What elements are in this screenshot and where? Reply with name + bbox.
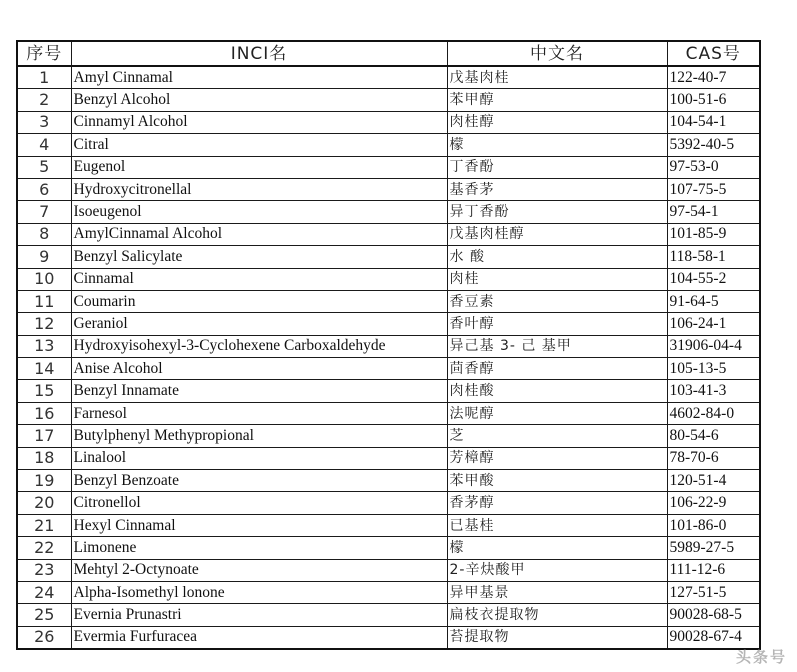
table-row — [17, 335, 760, 357]
cell-cas-number: 101-85-9 — [667, 223, 760, 245]
cell-cas-number: 111-12-6 — [667, 559, 760, 581]
cell-chinese-name: 2-辛炔酸甲 — [447, 559, 667, 581]
cell-chinese-name: 丁香酚 — [447, 156, 667, 178]
cell-serial-number: 2 — [17, 89, 71, 111]
cell-inci-name: Mehtyl 2-Octynoate — [71, 559, 447, 581]
table-row — [17, 402, 760, 424]
cell-chinese-name: 异己基 3- 己 基甲 — [447, 335, 667, 357]
cell-cas-number: 106-22-9 — [667, 492, 760, 514]
cell-chinese-name: 水 酸 — [447, 246, 667, 268]
cell-chinese-name: 已基桂 — [447, 514, 667, 536]
cell-inci-name: Geraniol — [71, 313, 447, 335]
table-body — [17, 66, 760, 649]
ingredient-table-container — [16, 40, 761, 650]
cell-chinese-name: 檬 — [447, 537, 667, 559]
cell-chinese-name: 苯甲醇 — [447, 89, 667, 111]
table-row — [17, 492, 760, 514]
cell-serial-number: 3 — [17, 111, 71, 133]
cell-serial-number: 25 — [17, 604, 71, 626]
table-row — [17, 358, 760, 380]
cell-chinese-name: 茴香醇 — [447, 358, 667, 380]
cell-serial-number: 8 — [17, 223, 71, 245]
cell-serial-number: 24 — [17, 581, 71, 603]
cell-inci-name: Citronellol — [71, 492, 447, 514]
cell-chinese-name: 扁枝衣提取物 — [447, 604, 667, 626]
cell-inci-name: Benzyl Benzoate — [71, 470, 447, 492]
cell-chinese-name: 檬 — [447, 134, 667, 156]
table-row — [17, 66, 760, 89]
cell-cas-number: 106-24-1 — [667, 313, 760, 335]
cell-chinese-name: 基香茅 — [447, 178, 667, 200]
cell-inci-name: Amyl Cinnamal — [71, 66, 447, 89]
cell-inci-name: Citral — [71, 134, 447, 156]
cell-cas-number: 80-54-6 — [667, 425, 760, 447]
cell-inci-name: Hexyl Cinnamal — [71, 514, 447, 536]
cell-chinese-name: 芝 — [447, 425, 667, 447]
cell-chinese-name: 香茅醇 — [447, 492, 667, 514]
cell-chinese-name: 香豆素 — [447, 290, 667, 312]
header-serial-number: 序号 — [17, 41, 71, 66]
cell-serial-number: 12 — [17, 313, 71, 335]
cell-chinese-name: 法呢醇 — [447, 402, 667, 424]
cell-inci-name: Evermia Furfuracea — [71, 626, 447, 649]
table-row — [17, 380, 760, 402]
table-row — [17, 559, 760, 581]
table-header-row — [17, 41, 760, 66]
cell-inci-name: Evernia Prunastri — [71, 604, 447, 626]
cell-cas-number: 122-40-7 — [667, 66, 760, 89]
table-row — [17, 537, 760, 559]
cell-inci-name: Alpha-Isomethyl lonone — [71, 581, 447, 603]
cell-chinese-name: 异甲基景 — [447, 581, 667, 603]
cell-inci-name: Benzyl Alcohol — [71, 89, 447, 111]
cell-inci-name: Isoeugenol — [71, 201, 447, 223]
table-row — [17, 604, 760, 626]
cell-inci-name: Linalool — [71, 447, 447, 469]
cell-serial-number: 14 — [17, 358, 71, 380]
cell-cas-number: 100-51-6 — [667, 89, 760, 111]
table-row — [17, 201, 760, 223]
table-row — [17, 223, 760, 245]
table-row — [17, 470, 760, 492]
cell-serial-number: 16 — [17, 402, 71, 424]
cell-cas-number: 91-64-5 — [667, 290, 760, 312]
table-row — [17, 268, 760, 290]
cell-inci-name: Hydroxyisohexyl-3-Cyclohexene Carboxaldehyde — [71, 335, 447, 357]
cell-cas-number: 4602-84-0 — [667, 402, 760, 424]
cell-cas-number: 5392-40-5 — [667, 134, 760, 156]
cell-inci-name: Cinnamal — [71, 268, 447, 290]
table-row — [17, 425, 760, 447]
cell-cas-number: 120-51-4 — [667, 470, 760, 492]
cell-inci-name: Anise Alcohol — [71, 358, 447, 380]
cell-cas-number: 127-51-5 — [667, 581, 760, 603]
table-row — [17, 111, 760, 133]
cell-chinese-name: 苔提取物 — [447, 626, 667, 649]
cell-serial-number: 9 — [17, 246, 71, 268]
table-row — [17, 313, 760, 335]
cell-serial-number: 22 — [17, 537, 71, 559]
cell-inci-name: Benzyl Innamate — [71, 380, 447, 402]
cell-inci-name: Eugenol — [71, 156, 447, 178]
cell-cas-number: 97-53-0 — [667, 156, 760, 178]
table-row — [17, 178, 760, 200]
cell-inci-name: Limonene — [71, 537, 447, 559]
cell-cas-number: 78-70-6 — [667, 447, 760, 469]
cell-serial-number: 7 — [17, 201, 71, 223]
table-row — [17, 156, 760, 178]
cell-serial-number: 1 — [17, 66, 71, 89]
cell-inci-name: Hydroxycitronellal — [71, 178, 447, 200]
table-row — [17, 134, 760, 156]
cell-cas-number: 104-54-1 — [667, 111, 760, 133]
cell-chinese-name: 戊基肉桂醇 — [447, 223, 667, 245]
cell-serial-number: 11 — [17, 290, 71, 312]
cell-cas-number: 105-13-5 — [667, 358, 760, 380]
cell-cas-number: 90028-68-5 — [667, 604, 760, 626]
table-row — [17, 290, 760, 312]
cell-chinese-name: 戊基肉桂 — [447, 66, 667, 89]
cell-serial-number: 18 — [17, 447, 71, 469]
cell-cas-number: 118-58-1 — [667, 246, 760, 268]
table-row — [17, 89, 760, 111]
header-cas-number: CAS号 — [667, 41, 760, 66]
fragrance-allergen-table — [16, 40, 761, 650]
cell-serial-number: 23 — [17, 559, 71, 581]
watermark-logo: 头条号 — [735, 648, 787, 666]
cell-cas-number: 101-86-0 — [667, 514, 760, 536]
cell-cas-number: 31906-04-4 — [667, 335, 760, 357]
cell-serial-number: 20 — [17, 492, 71, 514]
cell-cas-number: 104-55-2 — [667, 268, 760, 290]
cell-serial-number: 10 — [17, 268, 71, 290]
cell-chinese-name: 异丁香酚 — [447, 201, 667, 223]
table-row — [17, 514, 760, 536]
cell-inci-name: Farnesol — [71, 402, 447, 424]
cell-chinese-name: 肉桂酸 — [447, 380, 667, 402]
cell-serial-number: 26 — [17, 626, 71, 649]
cell-serial-number: 13 — [17, 335, 71, 357]
cell-chinese-name: 肉桂醇 — [447, 111, 667, 133]
header-chinese-name: 中文名 — [447, 41, 667, 66]
cell-serial-number: 15 — [17, 380, 71, 402]
cell-cas-number: 107-75-5 — [667, 178, 760, 200]
cell-inci-name: Cinnamyl Alcohol — [71, 111, 447, 133]
table-row — [17, 246, 760, 268]
cell-serial-number: 4 — [17, 134, 71, 156]
cell-inci-name: AmylCinnamal Alcohol — [71, 223, 447, 245]
cell-serial-number: 6 — [17, 178, 71, 200]
cell-cas-number: 5989-27-5 — [667, 537, 760, 559]
table-row — [17, 626, 760, 649]
table-row — [17, 447, 760, 469]
cell-serial-number: 21 — [17, 514, 71, 536]
cell-cas-number: 90028-67-4 — [667, 626, 760, 649]
cell-cas-number: 103-41-3 — [667, 380, 760, 402]
cell-cas-number: 97-54-1 — [667, 201, 760, 223]
cell-chinese-name: 肉桂 — [447, 268, 667, 290]
cell-chinese-name: 芳樟醇 — [447, 447, 667, 469]
cell-serial-number: 17 — [17, 425, 71, 447]
table-row — [17, 581, 760, 603]
cell-inci-name: Benzyl Salicylate — [71, 246, 447, 268]
cell-inci-name: Butylphenyl Methypropional — [71, 425, 447, 447]
cell-serial-number: 19 — [17, 470, 71, 492]
header-inci-name: INCI名 — [71, 41, 447, 66]
cell-inci-name: Coumarin — [71, 290, 447, 312]
cell-serial-number: 5 — [17, 156, 71, 178]
cell-chinese-name: 香叶醇 — [447, 313, 667, 335]
cell-chinese-name: 苯甲酸 — [447, 470, 667, 492]
